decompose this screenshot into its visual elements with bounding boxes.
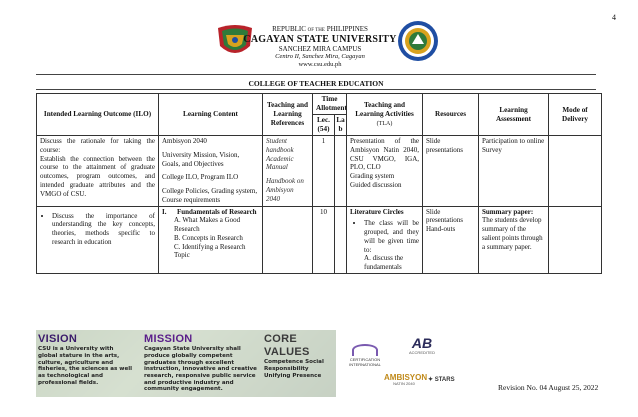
lec-hours-cell: 1 (313, 136, 335, 207)
header-ilo: Intended Learning Outcome (ILO) (37, 94, 159, 136)
header-resources: Resources (423, 94, 479, 136)
university-website: www.csu.edu.ph (298, 60, 342, 68)
ilo-cell: • Discuss the importance of understanding the key concepts, theories, methods specific to research in education (37, 206, 159, 273)
vision-block (38, 333, 133, 386)
certification-logos (336, 330, 456, 397)
course-plan-table (36, 93, 602, 274)
header-lab: Lab (335, 115, 347, 136)
university-name: CAGAYAN STATE UNIVERSITY (243, 33, 397, 45)
core-values-title: CORE VALUES (264, 333, 310, 359)
certification-international-logo: CERTIFICATION INTERNATIONAL (346, 344, 384, 376)
header-time-allotment: Time Allotment (313, 94, 347, 115)
vision-title: VISION (38, 333, 78, 345)
references-cell (263, 206, 313, 273)
mission-text: Cagayan State University shall produce globally competent graduates through excellent instruction, innovative and creative research, responsive public service and productive industry and community engagement. (144, 346, 257, 393)
core-values-text: Competence Social Responsibility Unifying Presence (264, 359, 324, 379)
lab-hours-cell (335, 206, 347, 273)
ilo-cell: Discuss the rationale for taking the course: Establish the connection between the course to the attainment of graduate outcomes, program outcomes, and intended graduate attributes and the VMGO of CSU. (37, 136, 159, 207)
table-row (37, 136, 602, 207)
revision-number: Revision No. 04 August 25, 2022 (498, 383, 599, 392)
header-rule-bottom (36, 89, 596, 90)
campus-address: Centro II, Sanchez Mira, Cagayan (275, 53, 365, 61)
lab-hours-cell (335, 136, 347, 207)
star-icon: ✦ (428, 377, 434, 383)
resources-cell: Slide presentations (423, 136, 479, 207)
vision-text: CSU is a University with global stature in the arts, culture, agriculture and fisheries, the sciences as well as technological and professional fields. (38, 346, 133, 386)
mode-cell (549, 206, 602, 273)
accreditation-logo: AB ACCREDITED (408, 335, 435, 355)
republic-line: REPUBLIC OF THE PHILIPPINES (272, 25, 368, 33)
header-mode-of-delivery: Mode of Delivery (549, 94, 602, 136)
lec-hours-cell: 10 (313, 206, 335, 273)
vmgo-banner (36, 330, 336, 397)
mission-block (144, 333, 264, 393)
header-learning-content: Learning Content (159, 94, 263, 136)
core-values-block (264, 333, 336, 379)
header-learning-assessment: Learning Assessment (479, 94, 549, 136)
header-lec: Lec. (54) (313, 115, 335, 136)
page-number: 4 (612, 13, 616, 22)
mission-title: MISSION (144, 333, 193, 345)
document-header (0, 18, 638, 74)
references-cell: Student handbook Academic Manual Handbook on Ambisyon 2040 (263, 136, 313, 207)
header-text (230, 25, 410, 68)
csu-university-seal (397, 20, 439, 62)
stars-logo: ✦ STARS (428, 377, 455, 383)
ambisyon-logo: AMBISYON NATIN 2040 (384, 373, 428, 386)
resources-cell: Slide presentations Hand-outs (423, 206, 479, 273)
campus-name: SANCHEZ MIRA CAMPUS (278, 45, 362, 54)
header-tla: Teaching and Learning Activities (TLA) (347, 94, 423, 136)
table-row (37, 206, 602, 273)
header-teaching-references: Teaching and Learning References (263, 94, 313, 136)
header-rule-top (36, 74, 596, 75)
tla-cell: Literature Circles • The class will be grouped, and they will be given time to: A. discuss the fundamentals (347, 206, 423, 273)
tla-cell: Presentation of the Ambisyon Natin 2040, CSU VMGO, IGA, PLO, CLO Grading system Guided discussion (347, 136, 423, 207)
learning-content-cell: Ambisyon 2040 University Mission, Vision, Goals, and Objectives College ILO, Program ILO College Policies, Grading system, Course requirements (159, 136, 263, 207)
college-name: COLLEGE OF TEACHER EDUCATION (248, 79, 384, 88)
learning-content-cell: I. Fundamentals of Research A. What Makes a Good Research B. Concepts in Research C. Identifying a Research Topic (159, 206, 263, 273)
assessment-cell: Participation to online Survey (479, 136, 549, 207)
mode-cell (549, 136, 602, 207)
document-footer (36, 330, 601, 397)
assessment-cell: Summary paper: The students develop summary of the salient points through a summary paper. (479, 206, 549, 273)
table-header-row (37, 94, 602, 115)
